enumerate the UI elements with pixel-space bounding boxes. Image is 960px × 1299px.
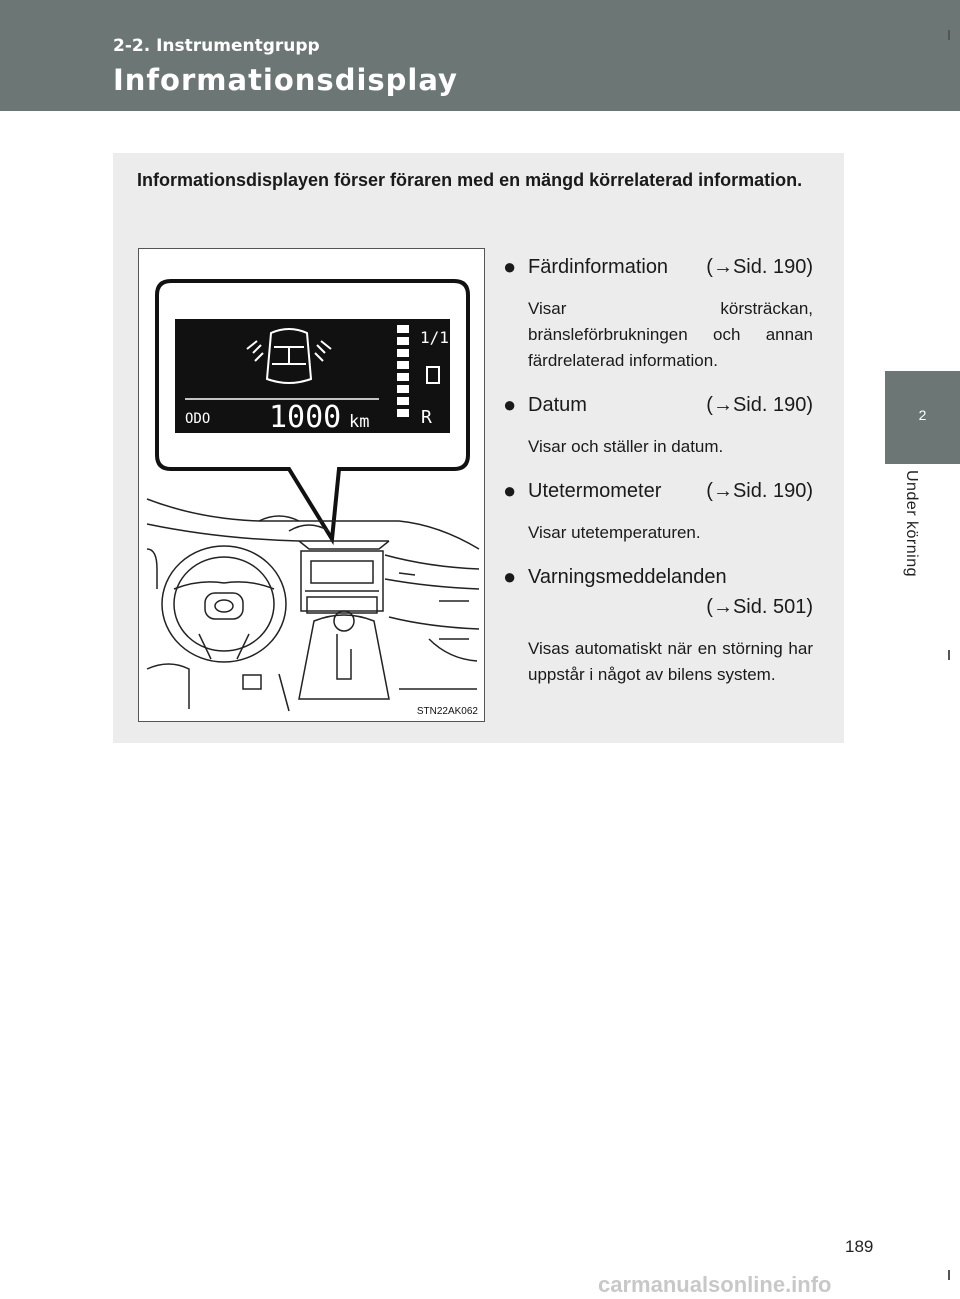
list-item-head [503,478,813,508]
display-odo-label: ODO [185,411,211,427]
figure-code: STN22AK062 [416,706,478,717]
page-title: Informationsdisplay [113,63,458,97]
item-description: Visar och ställer in datum. [528,437,724,456]
display-gear: R [421,407,432,428]
item-label: Färdinformation [528,256,669,278]
page-number: 189 [845,1237,874,1256]
item-label: Varningsmeddelanden [528,566,727,588]
display-odometer: 1000 [269,400,342,435]
list-item-head [503,254,813,284]
bullet-icon: ● [503,254,517,279]
list-item-head [503,564,813,624]
section-title: 2-2. Instrumentgrupp [113,36,320,56]
bullet-icon: ● [503,392,517,417]
bullet-icon: ● [503,564,517,589]
feature-list [503,248,813,706]
item-description: Visar körsträckan, bränsleförbrukningen och annan färdrelaterad information. [528,299,813,370]
chapter-tab[interactable] [885,371,960,464]
chapter-label: Under körning [903,470,920,577]
watermark: carmanualsonline.info [598,1272,832,1297]
display-fraction: 1/1 [420,328,449,347]
page-header [0,0,960,111]
intro-text: Informationsdisplayen förser föraren med en mängd körrelaterad information. [137,170,803,190]
page-reference-link[interactable]: (→Sid. 190) [706,480,813,502]
page-reference-link[interactable]: (→Sid. 190) [706,256,813,278]
page-reference-link[interactable]: (→Sid. 501) [706,596,813,618]
display-unit: km [349,412,370,432]
dashboard-drawing [139,249,484,721]
item-label: Utetermometer [528,480,662,502]
margin-tick [948,30,950,40]
page-reference-link[interactable]: (→Sid. 190) [706,394,813,416]
item-description: Visar utetemperaturen. [528,523,701,542]
dashboard-illustration [138,248,485,722]
chapter-number: 2 [918,407,927,423]
bullet-icon: ● [503,478,517,503]
margin-tick [948,1270,950,1280]
list-item-head [503,392,813,422]
dashboard-lines [147,499,479,711]
item-description: Visas automatiskt när en störning har uppstår i något av bilens system. [528,639,813,684]
margin-tick [948,650,950,660]
item-label: Datum [528,394,587,416]
